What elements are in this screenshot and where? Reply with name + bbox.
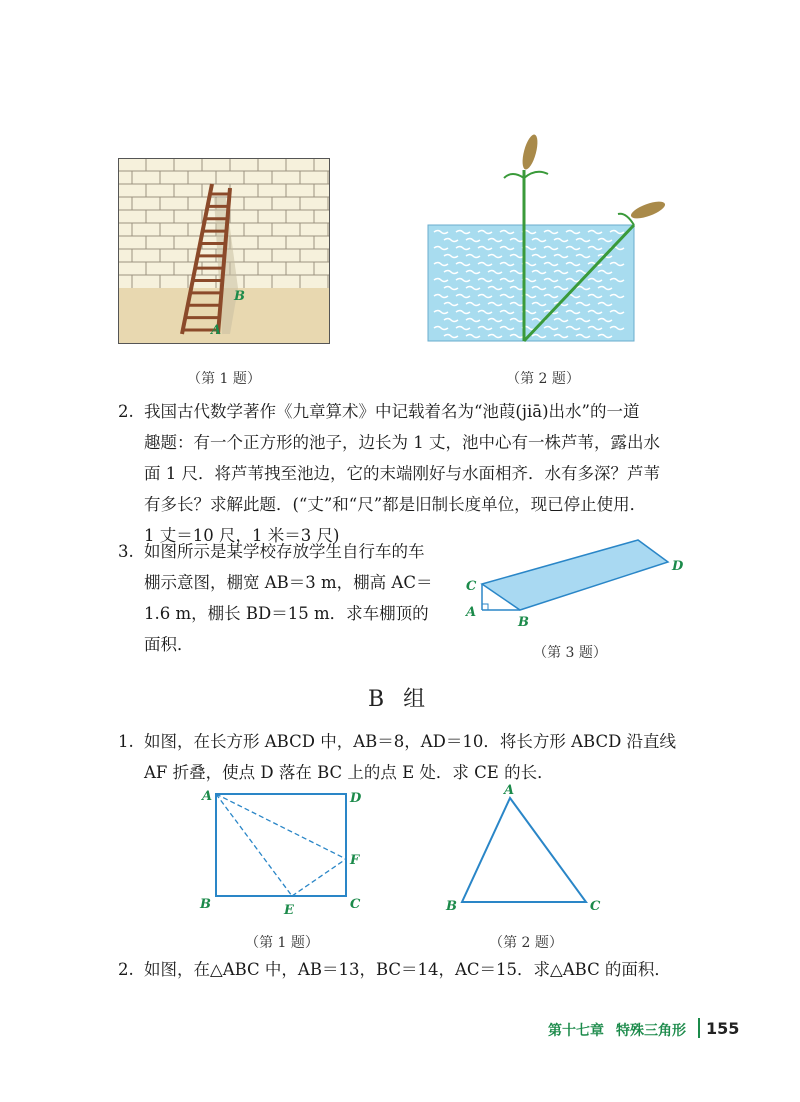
- rect-fold-diagram: [196, 782, 376, 922]
- problem-a2-line-5: 1 丈＝10 尺，1 米＝3 尺): [144, 526, 340, 545]
- page-number: 155: [706, 1019, 740, 1038]
- shed-label-b: B: [518, 615, 529, 630]
- rect-label-f: F: [350, 853, 360, 868]
- shed-label-a: A: [466, 605, 477, 620]
- figure-shed: [458, 532, 698, 632]
- figure-ladder: [118, 158, 330, 344]
- caption-figure-rect-fold: （第 1 题）: [245, 935, 319, 951]
- problem-a3: [118, 536, 468, 660]
- footer-divider: [698, 1018, 700, 1038]
- problem-a2-line-4: 有多长？求解此题．(“丈”和“尺”都是旧制长度单位，现已停止使用．: [144, 495, 647, 514]
- problem-a2-line-2: 趣题：有一个正方形的池子，边长为 1 丈，池中心有一株芦苇，露出水: [144, 433, 660, 452]
- problem-b2: [118, 954, 718, 985]
- problem-a3-line-3: 1.6 m，棚长 BD＝15 m．求车棚顶的: [144, 604, 429, 623]
- caption-figure-triangle: （第 2 题）: [489, 935, 563, 951]
- page-footer: [548, 1018, 748, 1042]
- shed-label-d: D: [672, 559, 684, 574]
- caption-figure-shed: （第 3 题）: [533, 645, 607, 661]
- rect-label-e: E: [284, 903, 294, 918]
- reed-illustration: [420, 130, 670, 345]
- triangle-diagram: [440, 780, 610, 916]
- problem-b1-line-2: AF 折叠，使点 D 落在 BC 上的点 E 处．求 CE 的长．: [144, 763, 554, 782]
- problem-a3-line-1: 3. 如图所示是某学校存放学生自行车的车: [118, 536, 468, 567]
- triangle-label-c: C: [590, 899, 601, 914]
- footer-title: 特殊三角形: [616, 1023, 686, 1039]
- problem-a3-line-2: 棚示意图，棚宽 AB＝3 m，棚高 AC＝: [144, 573, 433, 592]
- rect-label-c: C: [350, 897, 361, 912]
- problem-a2-number: 2.: [118, 402, 134, 421]
- problem-a2-line-1: 2. 我国古代数学著作《九章算术》中记载着名为“池葭(jiā)出水”的一道: [118, 396, 708, 427]
- figure-rect-fold: [196, 782, 376, 922]
- problem-a3-line-4: 面积．: [144, 635, 194, 654]
- problem-b1: [118, 726, 718, 788]
- problem-b2-line-1: 2. 如图，在△ABC 中，AB＝13，BC＝14，AC＝15．求△ABC 的面积．: [118, 954, 718, 985]
- problem-a3-number: 3.: [118, 542, 134, 561]
- problem-b1-line-1: 1. 如图，在长方形 ABCD 中，AB＝8，AD＝10．将长方形 ABCD 沿直线: [118, 726, 718, 757]
- problem-a2-line-3: 面 1 尺．将芦苇拽至池边，它的末端刚好与水面相齐．水有多深？芦苇: [144, 464, 660, 483]
- caption-figure-ladder: （第 1 题）: [187, 371, 261, 387]
- shed-diagram: [458, 532, 698, 632]
- caption-figure-reed: （第 2 题）: [506, 371, 580, 387]
- problem-a2: [118, 396, 708, 551]
- triangle-label-a: A: [504, 783, 515, 798]
- footer-chapter: 第十七章: [548, 1023, 604, 1039]
- problem-b1-number: 1.: [118, 732, 134, 751]
- rect-label-b: B: [200, 897, 211, 912]
- figure-reed: [420, 130, 670, 345]
- rect-label-d: D: [350, 791, 362, 806]
- problem-b2-number: 2.: [118, 960, 134, 979]
- section-b-title: B 组: [368, 687, 432, 712]
- figure-triangle: [440, 780, 610, 916]
- shed-label-c: C: [466, 579, 477, 594]
- ladder-label-a: A: [211, 323, 222, 338]
- rect-label-a: A: [202, 789, 213, 804]
- ladder-illustration: [118, 158, 330, 344]
- ladder-label-b: B: [234, 289, 245, 304]
- triangle-label-b: B: [446, 899, 457, 914]
